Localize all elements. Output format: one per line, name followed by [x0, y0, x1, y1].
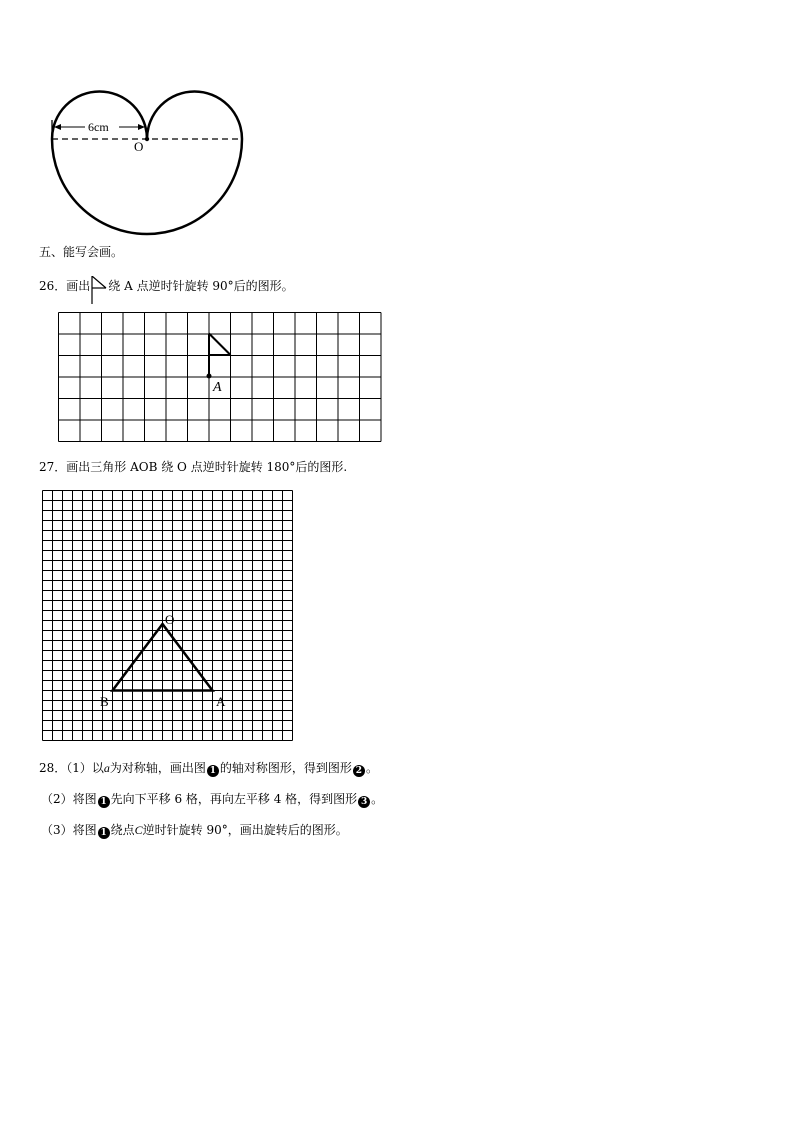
point-c-label: C — [134, 823, 143, 837]
q28-line2-mid: 先向下平移 6 格，再向左平移 4 格，得到图形 — [110, 792, 358, 806]
q28-line1-end: 。 — [365, 761, 378, 775]
rotation-point-a — [207, 374, 212, 379]
q27-number: 27． — [39, 460, 67, 474]
q26-text-after: 绕 A 点逆时针旋转 90°后的图形。 — [108, 279, 294, 293]
q28-line3-prefix: （3）将图 — [41, 823, 97, 837]
flag-icon — [90, 276, 108, 306]
figure-2-marker: 2 — [353, 765, 365, 777]
q28-line1 — [39, 760, 378, 777]
q28-line1-prefix: 28．（1）以 — [39, 761, 104, 775]
q28-line3-end: 逆时针旋转 90°，画出旋转后的图形。 — [142, 823, 348, 837]
q28-line1-mid: 为对称轴，画出图 — [109, 761, 206, 775]
center-label: O — [134, 139, 144, 154]
q26-text-before: 画出 — [66, 279, 91, 293]
upper-semicircle-arc — [147, 92, 242, 139]
q28-line1-mid2: 的轴对称图形，得到图形 — [219, 761, 352, 775]
q28-line2 — [41, 791, 383, 808]
q26-prompt — [39, 276, 294, 306]
triangle-label-o: O — [165, 612, 175, 627]
point-a-label: A — [213, 380, 222, 395]
figure-1-marker: 1 — [98, 827, 110, 839]
q27-prompt — [39, 459, 347, 475]
q28-line2-end: 。 — [371, 792, 384, 806]
large-semicircle-arc — [52, 139, 242, 234]
q28-line3 — [41, 822, 348, 839]
q28-line2-prefix: （2）将图 — [41, 792, 97, 806]
axis-a-label: a — [103, 761, 110, 775]
figure-1-marker: 1 — [98, 796, 110, 808]
triangle-label-b: B — [100, 694, 109, 709]
flag-diagonal — [209, 334, 231, 356]
measure-label: 6cm — [88, 120, 109, 134]
figure-1-marker: 1 — [207, 765, 219, 777]
q27-text: 画出三角形 AOB 绕 O 点逆时针旋转 180°后的图形. — [66, 460, 348, 474]
figure-3-marker: 3 — [358, 796, 370, 808]
q26-number: 26． — [39, 279, 67, 293]
q28-line3-mid: 绕点 — [110, 823, 135, 837]
section-heading: 五、能写会画。 — [39, 245, 124, 259]
q26-grid — [58, 312, 383, 442]
spiral-figure — [0, 0, 794, 240]
q27-grid — [42, 490, 296, 742]
center-point — [145, 137, 149, 141]
triangle-label-a: A — [216, 694, 226, 709]
